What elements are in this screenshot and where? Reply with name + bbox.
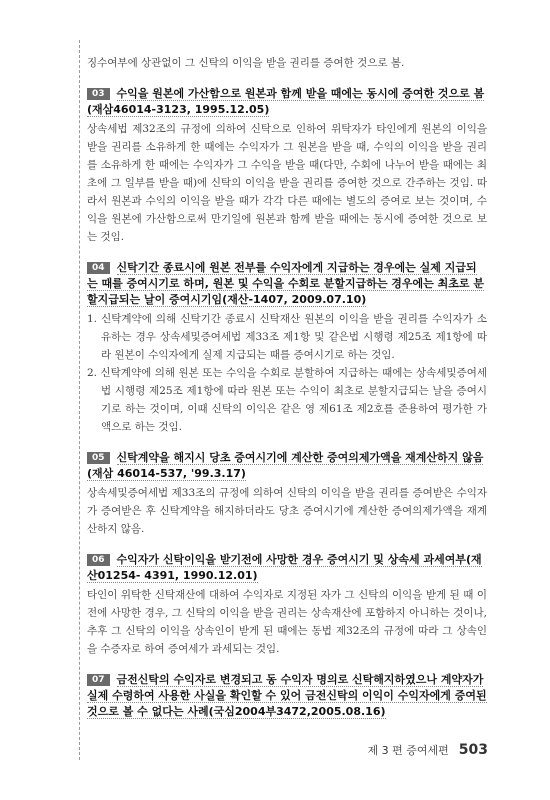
section-list (87, 310, 487, 436)
page-footer (368, 742, 488, 758)
page-number: 503 (458, 742, 488, 758)
section-body: 상속세및증여세법 제33조의 규정에 의하여 신탁의 이익을 받을 권리를 증여받은 수익자가 증여받은 후 신탁계약을 해지하더라도 당초 증여시기에 계산한 증여의제가액을 재계산하지 않음. (87, 487, 487, 535)
section-04 (87, 260, 487, 436)
section-heading (87, 552, 487, 584)
section-number-badge: 04 (87, 262, 110, 274)
section-05 (87, 450, 487, 538)
section-body: 타인이 위탁한 신탁재산에 대하여 수익자로 지정된 자가 그 신탁의 이익을 받게 된 때 이전에 사망한 경우, 그 신탁의 이익을 받을 권리는 상속재산에 포함하지 아니하는 것이나, 추후 그 신탁의 이익을 상속인이 받게 된 때에는 동법 제32조의 규정에 따라 그 상속인을 수증자로 하여 증여세가 과세되는 것임. (87, 589, 487, 655)
section-number-badge: 06 (87, 554, 110, 566)
section-title: 신탁계약을 해지시 당초 증여시기에 계산한 증여의제가액을 재계산하지 않음(재삼 46014-537, '99.3.17) (87, 451, 484, 480)
list-item: 2. 신탁계약에 의해 원본 또는 수익을 수회로 분할하여 지급하는 때에는 상속세및증여세법 시행령 제25조 제1항에 따라 원본 또는 수익이 최초로 분할지급되는 날을 증여시기로 하는 것이며, 이때 신탁의 이익은 같은 영 제61조 제2호를 준용하여 평가한 가액으로 하는 것임. (87, 367, 487, 433)
list-item: 1. 신탁계약에 의해 신탁기간 종료시 신탁재산 원본의 이익을 받을 권리를 수익자가 소유하는 경우 상속세및증여세법 제33조 제1항 및 같은법 시행령 제25조 제1항에 따라 원본이 수익자에게 실제 지급되는 때를 증여시기로 하는 것임. (87, 313, 487, 361)
section-title: 금전신탁의 수익자로 변경되고 동 수익자 명의로 신탁해지하였으나 계약자가 실제 수령하여 사용한 사실을 확인할 수 있어 금전신탁의 이익이 수익자에게 증여된 것으로 볼 수 없다는 사례(국심2004부3472,2005.08.16) (87, 673, 487, 718)
section-06 (87, 552, 487, 658)
margin-dashed-rule (79, 40, 80, 760)
section-heading (87, 450, 487, 482)
section-number-badge: 03 (87, 88, 110, 100)
intro-text: 징수여부에 상관없이 그 신탁의 이익을 받을 권리를 증여한 것으로 봄. (87, 57, 405, 69)
page-content (87, 54, 487, 722)
section-title: 수익자가 신탁이익을 받기전에 사망한 경우 증여시기 및 상속세 과세여부(재산01254- 4391, 1990.12.01) (87, 553, 482, 582)
section-07 (87, 672, 487, 720)
section-heading (87, 86, 487, 118)
section-title: 신탁기간 종료시에 원본 전부를 수익자에게 지급하는 경우에는 실제 지급되는 때를 증여시기로 하며, 원본 및 수익을 수회로 분할지급하는 경우에는 최초로 분할지급되는 날이 증여시기임(재산-1407, 2009.07.10) (87, 261, 484, 306)
section-title: 수익을 원본에 가산함으로 원본과 함께 받을 때에는 동시에 증여한 것으로 봄(재삼46014-3123, 1995.12.05) (87, 87, 485, 116)
section-heading (87, 672, 487, 720)
section-03 (87, 86, 487, 246)
section-body: 상속세법 제32조의 규정에 의하여 신탁으로 인하여 위탁자가 타인에게 원본의 이익을 받을 권리를 소유하게 한 때에는 수익자가 그 원본을 받을 때, 수익의 이익을 받을 권리를 소유하게 한 때에는 수익자가 그 수익을 받을 때(다만, 수회에 나누어 받을 때에는 최초에 그 일부를 받을 때)에 신탁의 이익을 받을 권리를 증여한 것으로 간주하는 것임. 따라서 원본과 수익의 이익을 받을 때가 각각 다른 때에는 별도의 증여로 보는 것이며, 수익을 원본에 가산함으로써 만기일에 원본과 함께 받을 때에는 동시에 증여한 것으로 보는 것임. (87, 123, 487, 243)
footer-section-label: 제 3 편 증여세편 (367, 744, 449, 757)
section-number-badge: 05 (87, 452, 110, 464)
section-number-badge: 07 (87, 674, 110, 686)
section-heading (87, 260, 487, 308)
